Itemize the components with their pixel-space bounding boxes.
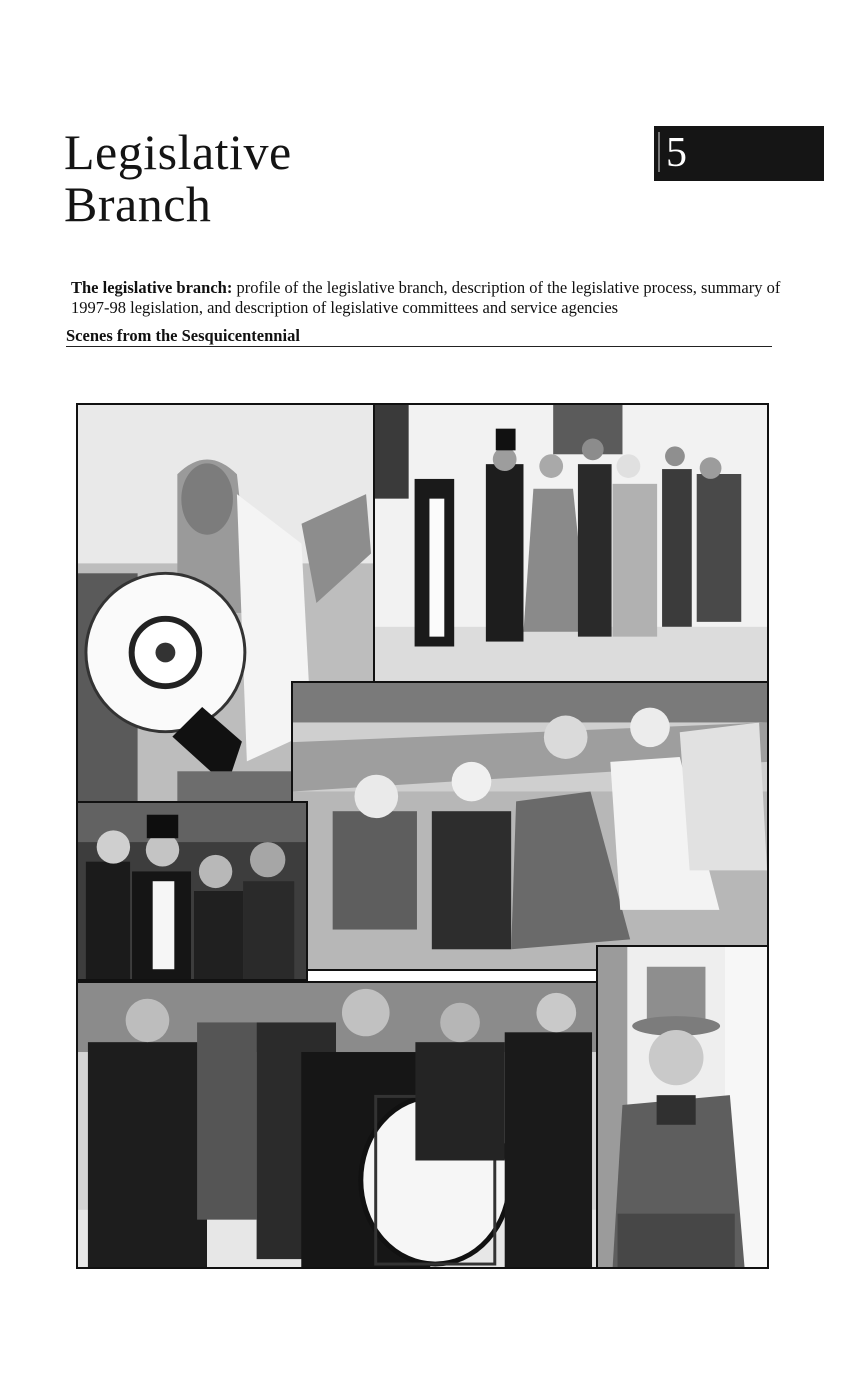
chapter-number: 5 bbox=[666, 130, 687, 176]
summary-lead: The legislative branch: bbox=[71, 278, 233, 297]
drum-band-photo bbox=[76, 981, 598, 1269]
page-title bbox=[64, 126, 292, 230]
top-hat-man-photo bbox=[596, 945, 769, 1269]
section-heading: Scenes from the Sesquicentennial bbox=[66, 328, 772, 347]
photo-collage bbox=[76, 403, 769, 1269]
parade-wagon-photo bbox=[291, 681, 769, 971]
summary-text: profile of the legislative branch, description of the legislative process, summary of 1997-98 legislation, and description of legislative committees and service agencies bbox=[71, 278, 781, 317]
formal-couples-photo bbox=[76, 801, 308, 981]
costumed-group-photo bbox=[373, 403, 769, 683]
chapter-tab-edge bbox=[658, 132, 660, 172]
chapter-summary bbox=[71, 278, 791, 318]
title-line-1: Legislative bbox=[64, 124, 292, 180]
chapter-tab bbox=[654, 126, 824, 181]
title-line-2: Branch bbox=[64, 176, 212, 232]
